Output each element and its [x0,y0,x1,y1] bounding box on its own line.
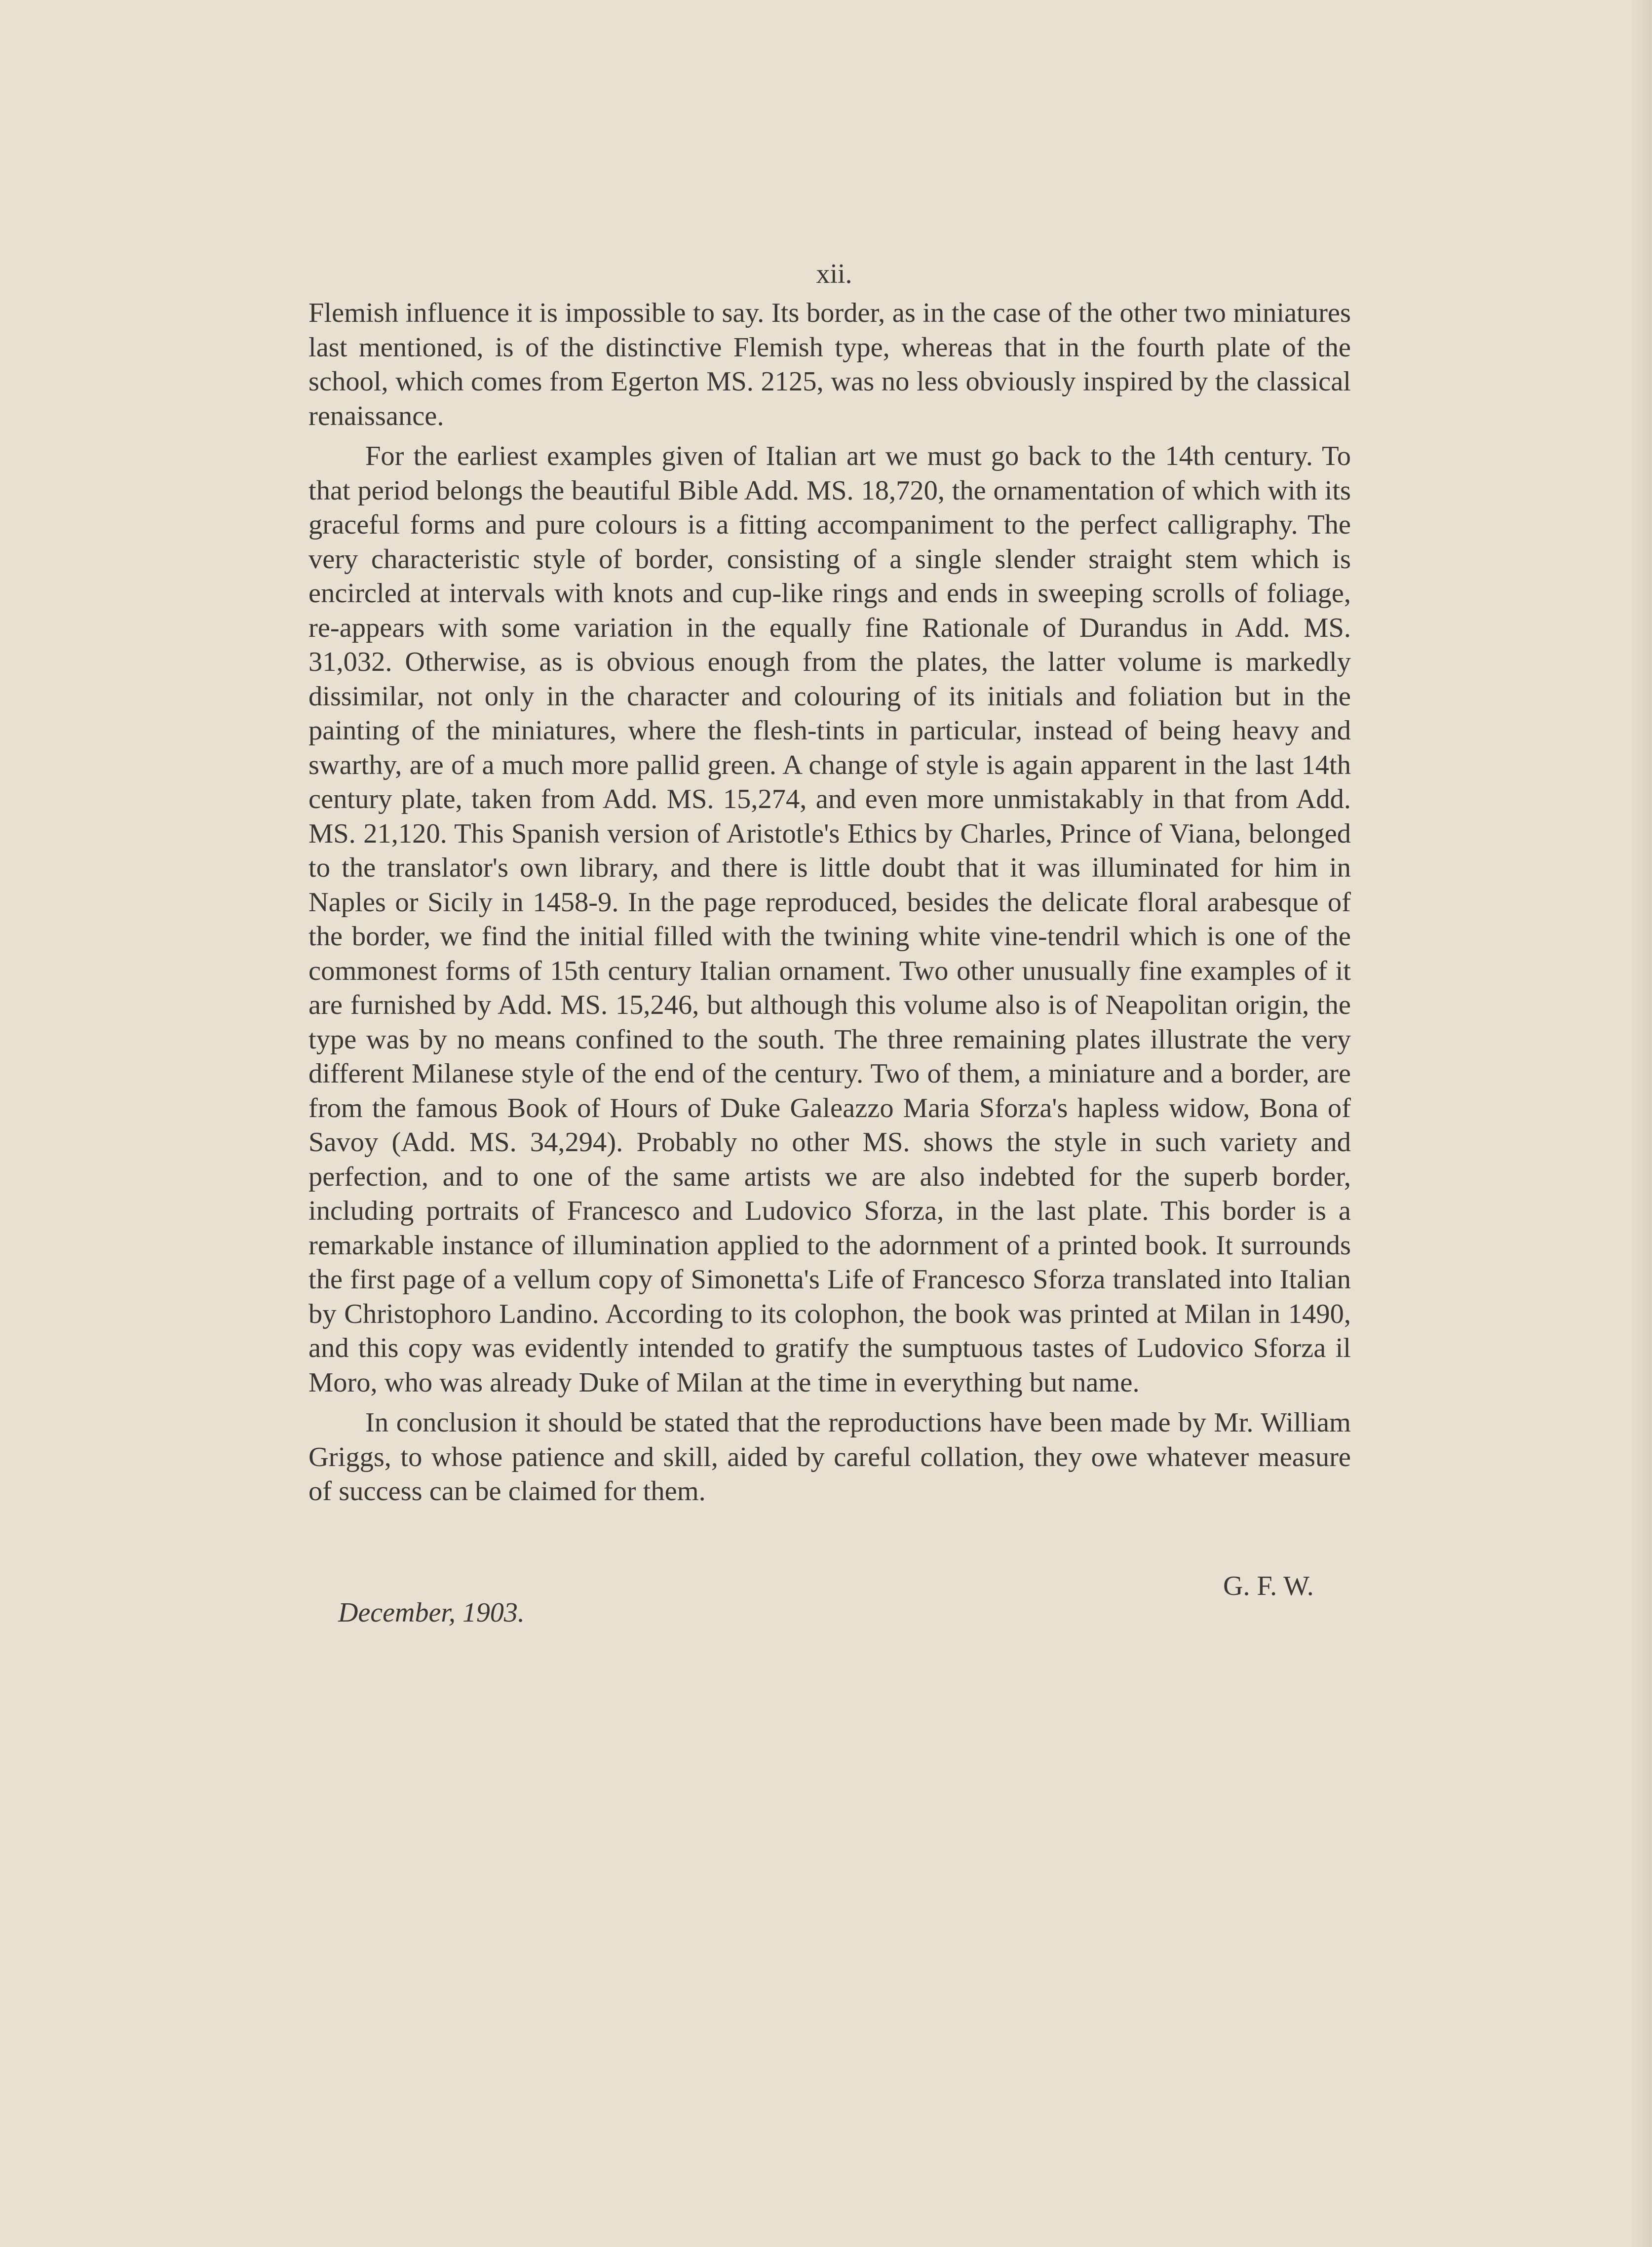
page-edge [1631,0,1652,2247]
paragraph-2: For the earliest examples given of Italian art we must go back to the 14th century. To that period belongs the beautiful Bible Add. MS. 18,720, the ornamentation of which with its graceful forms and pure colours is a fitting accompaniment to the perfect calligraphy. The very characteristic style of border, consisting of a single slender straight stem which is encircled at intervals with knots and cup-like rings and ends in sweeping scrolls of foliage, re-appears with some variation in the equally fine Rationale of Durandus in Add. MS. 31,032. Otherwise, as is obvious enough from the plates, the latter volume is markedly dissimilar, not only in the character and colouring of its initials and foliation but in the painting of the miniatures, where the flesh-tints in particular, instead of being heavy and swarthy, are of a much more pallid green. A change of style is again apparent in the last 14th century plate, taken from Add. MS. 15,274, and even more unmistakably in that from Add. MS. 21,120. This Spanish version of Aristotle's Ethics by Charles, Prince of Viana, belonged to the translator's own library, and there is little doubt that it was illuminated for him in Naples or Sicily in 1458-9. In the page reproduced, besides the delicate floral arabesque of the border, we find the initial filled with the twining white vine-tendril which is one of the commonest forms of 15th century Italian ornament. Two other unusually fine examples of it are furnished by Add. MS. 15,246, but although this volume also is of Neapolitan origin, the type was by no means confined to the south. The three remaining plates illustrate the very different Milanese style of the end of the century. Two of them, a miniature and a border, are from the famous Book of Hours of Duke Galeazzo Maria Sforza's hapless widow, Bona of Savoy (Add. MS. 34,294). Probably no other MS. shows the style in such variety and perfection, and to one of the same artists we are also indebted for the superb border, including portraits of Francesco and Ludovico Sforza, in the last plate. This border is a remarkable instance of illumination applied to the adornment of a printed book. It surrounds the first page of a vellum copy of Simonetta's Life of Francesco Sforza translated into Italian by Christophoro Landino. According to its colophon, the book was printed at Milan in 1490, and this copy was evidently intended to gratify the sumptuous tastes of Ludovico Sforza il Moro, who was already Duke of Milan at the time in everything but name. [308,441,1351,1398]
author-initials: G. F. W. [1223,1571,1314,1601]
date-line: December, 1903. [338,1597,525,1628]
paragraph-1: Flemish influence it is impossible to say. Its border, as in the case of the other two miniatures last mentioned, is of the distinctive Flemish type, whereas that in the fourth plate of the school, which comes from Egerton MS. 2125, was no less obviously inspired by the classical renaissance. [308,298,1351,431]
body-text [308,296,1351,1515]
page-number: xii. [816,259,852,289]
paragraph-3: In conclusion it should be stated that the reproductions have been made by Mr. William Griggs, to whose patience and skill, aided by careful collation, they owe whatever measure of success can be claimed for them. [308,1407,1351,1507]
